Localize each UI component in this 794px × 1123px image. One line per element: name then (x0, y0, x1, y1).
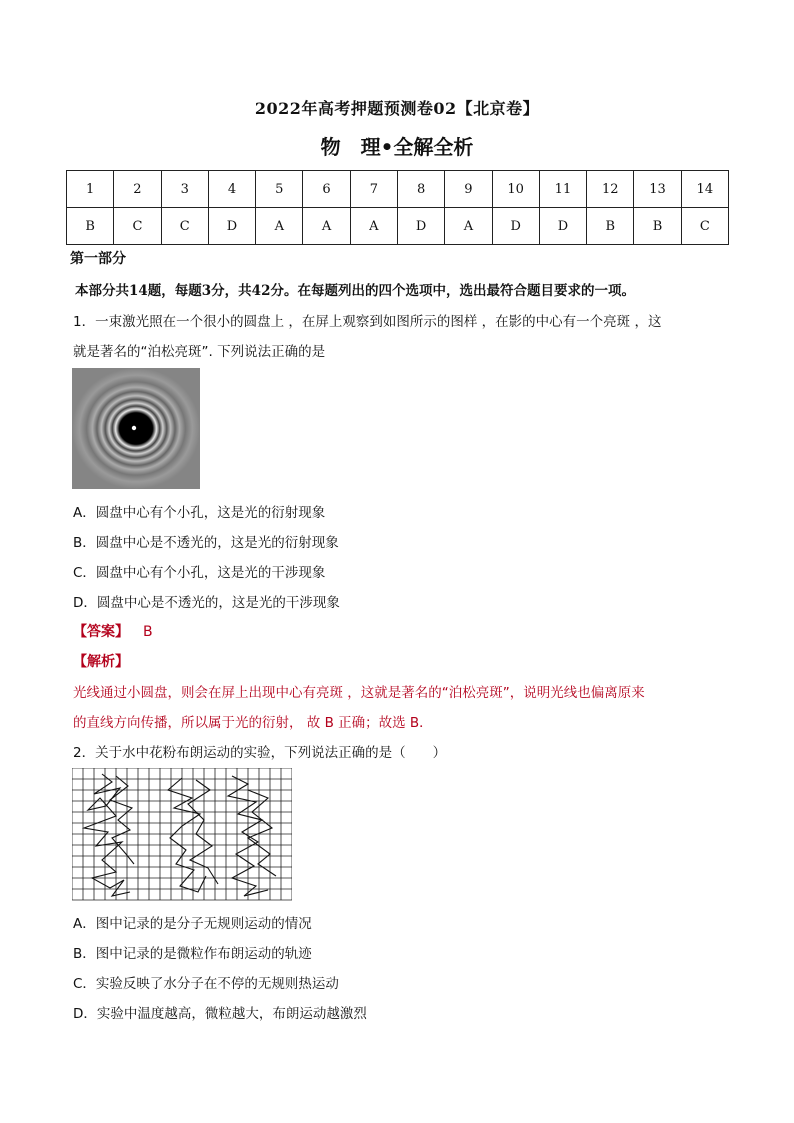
answer-table-answer-cell: B (67, 208, 114, 245)
answer-table-number-cell: 7 (350, 171, 397, 208)
answer-table (66, 170, 729, 245)
answer-table-number-cell: 3 (161, 171, 208, 208)
answer-table-number-cell: 6 (303, 171, 350, 208)
q1-answer (73, 621, 153, 641)
answer-table-answer-cell: C (681, 208, 728, 245)
answer-label: 【答案】 (73, 624, 129, 640)
brownian-motion-figure (72, 768, 292, 902)
q1-analysis-line1: 光线通过小圆盘，则会在屏上出现中心有亮斑 ，这就是著名的“泊松亮斑”，说明光线也偏离原来 (73, 685, 645, 701)
answer-table-number-cell: 1 (67, 171, 114, 208)
answer-table-answer-cell: A (303, 208, 350, 245)
q1-option-d: D．圆盘中心是不透光的，这是光的干涉现象 (73, 595, 340, 611)
answer-table-answer-cell: B (587, 208, 634, 245)
q2-stem: 2．关于水中花粉布朗运动的实验，下列说法正确的是（ ） (73, 745, 447, 761)
answer-table-number-cell: 5 (256, 171, 303, 208)
answer-table-answer-cell: A (445, 208, 492, 245)
answer-table-number-cell: 2 (114, 171, 161, 208)
answer-table-number-cell: 9 (445, 171, 492, 208)
exam-title: 2022年高考押题预测卷02【北京卷】 (254, 99, 540, 118)
answer-value: B (143, 624, 153, 640)
q1-analysis-line2: 的直线方向传播，所以属于光的衍射， 故 B 正确；故选 B． (73, 715, 433, 731)
answer-table-answer-cell: B (634, 208, 681, 245)
answer-table-answer-cell: A (256, 208, 303, 245)
answer-table-answer-cell: D (539, 208, 586, 245)
q2-option-b: B．图中记录的是微粒作布朗运动的轨迹 (73, 946, 312, 962)
answer-table-answer-cell: D (492, 208, 539, 245)
exam-subtitle: 物 理•全解全析 (320, 135, 474, 159)
answer-table-answer-cell: A (350, 208, 397, 245)
answer-table-number-cell: 4 (208, 171, 255, 208)
answer-table-number-cell: 8 (397, 171, 444, 208)
q1-option-a: A．圆盘中心有个小孔，这是光的衍射现象 (73, 505, 326, 521)
q1-stem-line2: 就是著名的“泊松亮斑”. 下列说法正确的是 (73, 344, 326, 360)
answer-table-number-row (67, 171, 729, 208)
answer-table-number-cell: 10 (492, 171, 539, 208)
q1-stem-line1: 1．一束激光照在一个很小的圆盘上 ，在屏上观察到如图所示的图样 ，在影的中心有一个亮斑 ，这 (73, 314, 662, 330)
answer-table-answer-row (67, 208, 729, 245)
answer-table-number-cell: 11 (539, 171, 586, 208)
q2-option-d: D．实验中温度越高，微粒越大，布朗运动越激烈 (73, 1006, 367, 1022)
answer-table-answer-cell: C (114, 208, 161, 245)
answer-table-answer-cell: D (397, 208, 444, 245)
answer-table-answer-cell: D (208, 208, 255, 245)
analysis-label: 【解析】 (73, 654, 129, 670)
q2-option-c: C．实验反映了水分子在不停的无规则热运动 (73, 976, 339, 992)
q1-option-c: C．圆盘中心有个小孔，这是光的干涉现象 (73, 565, 326, 581)
answer-table-answer-cell: C (161, 208, 208, 245)
part-heading: 第一部分 (70, 251, 126, 267)
q2-option-a: A．图中记录的是分子无规则运动的情况 (73, 916, 312, 932)
answer-table-number-cell: 14 (681, 171, 728, 208)
poisson-spot-figure (72, 368, 200, 489)
part-instructions: 本部分共14题，每题3分，共42分。在每题列出的四个选项中，选出最符合题目要求的一项。 (75, 283, 635, 299)
answer-table-number-cell: 13 (634, 171, 681, 208)
q1-option-b: B．圆盘中心是不透光的，这是光的衍射现象 (73, 535, 339, 551)
answer-table-number-cell: 12 (587, 171, 634, 208)
